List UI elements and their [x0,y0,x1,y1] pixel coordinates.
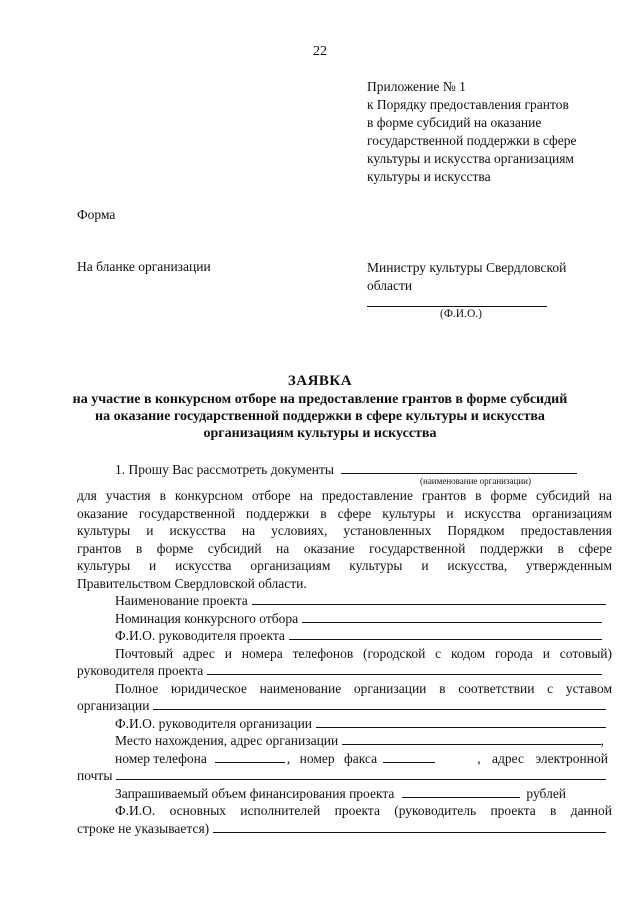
paragraph-line: грантов в форме субсидий на оказание государственной поддержки в сфере [77,540,612,556]
annex-line: государственной поддержки в сфере [367,133,577,148]
legal-name-input[interactable] [153,697,606,710]
nomination-label: Номинация конкурсного отбора [115,610,299,626]
email-input[interactable] [116,767,606,780]
title-line: организациям культуры и искусства [203,426,437,441]
form-label: Форма [77,207,116,222]
legal-name-label-line2: организации [77,698,150,713]
fax-label: , номер факса [286,750,378,766]
executors-label-line1: Ф.И.О. основных исполнителей проекта (руководитель проекта в данной [115,803,612,818]
fio-blank-line[interactable] [367,306,547,307]
executors-row [77,820,612,838]
postal-label-line2: руководителя проекта [77,663,204,678]
project-head-input[interactable] [289,627,602,640]
funding-label: Запрашиваемый объем финансирования проекта [115,785,395,801]
fio-caption: (Ф.И.О.) [440,308,482,320]
page-number: 22 [313,44,327,59]
nomination-input[interactable] [302,610,602,623]
annex-line: к Порядку предоставления грантов [367,97,569,112]
funding-input[interactable] [402,785,520,798]
project-name-input[interactable] [252,592,606,605]
org-head-row [77,715,612,733]
phone-input[interactable] [215,750,285,763]
addressee-line: области [367,278,413,293]
request-lead-line [77,461,612,475]
executors-input[interactable] [213,820,606,833]
request-lead-text: 1. Прошу Вас рассмотреть документы [115,462,334,477]
email-label: , адрес электронной [477,750,608,766]
title-line: на участие в конкурсном отборе на предоставление грантов в форме субсидий [72,392,568,407]
paragraph-line: Правительством Свердловской области. [77,575,307,591]
document-title [0,373,640,442]
paragraph-line: оказание государственной поддержки в сфере культуры и искусства организациям [77,505,612,521]
location-label: Место нахождения, адрес организации [115,733,339,748]
paragraph-request [77,461,612,837]
letterhead-label: На бланке организации [77,259,211,274]
annex-line: Приложение № 1 [367,79,466,94]
contacts-row [77,750,612,768]
project-head-row [77,627,612,645]
paragraph-line: для участия в конкурсном отборе на предоставление грантов в форме субсидий на [77,488,612,503]
addressee-line: Министру культуры Свердловской [367,260,567,275]
annex-line: культуры и искусства организациям [367,151,574,166]
annex-line: в форме субсидий на оказание [367,115,542,130]
project-name-label: Наименование проекта [115,593,248,608]
fax-input[interactable] [383,750,435,763]
addressee-block [367,259,566,295]
funding-row [77,785,612,803]
postal-label-line1: Почтовый адрес и номера телефонов (городской с кодом города и сотовый) [115,645,612,661]
email-row [77,767,612,785]
email-label-line2: почты [77,768,113,783]
legal-name-row [77,697,612,715]
org-head-input[interactable] [316,715,606,728]
location-input[interactable] [342,732,600,745]
location-comma: , [600,733,604,748]
org-name-blank[interactable] [341,461,577,474]
executors-label-line2: строке не указывается) [77,820,210,836]
postal-input[interactable] [207,662,602,675]
annex-block [367,78,617,186]
paragraph-line: культуры и искусства организациям культуры и искусства, утвержденным [77,558,612,573]
funding-unit: рублей [526,785,567,801]
postal-row [77,662,612,680]
title-heading: ЗАЯВКА [287,373,353,389]
legal-name-label-line1: Полное юридическое наименование организации в соответствии с уставом [115,680,612,696]
org-head-label: Ф.И.О. руководителя организации [115,715,313,731]
nomination-row [77,610,612,628]
phone-label: номер телефона [115,750,207,766]
location-row [77,732,612,750]
paragraph-line: культуры и искусства на условиях, установленных Порядком предоставления [77,523,612,538]
org-name-caption: (наименование организации) [420,476,531,486]
title-line: на оказание государственной поддержки в сфере культуры и искусства [95,409,545,424]
project-head-label: Ф.И.О. руководителя проекта [115,628,285,643]
annex-line: культуры и искусства [367,169,491,184]
project-name-row [77,592,612,610]
